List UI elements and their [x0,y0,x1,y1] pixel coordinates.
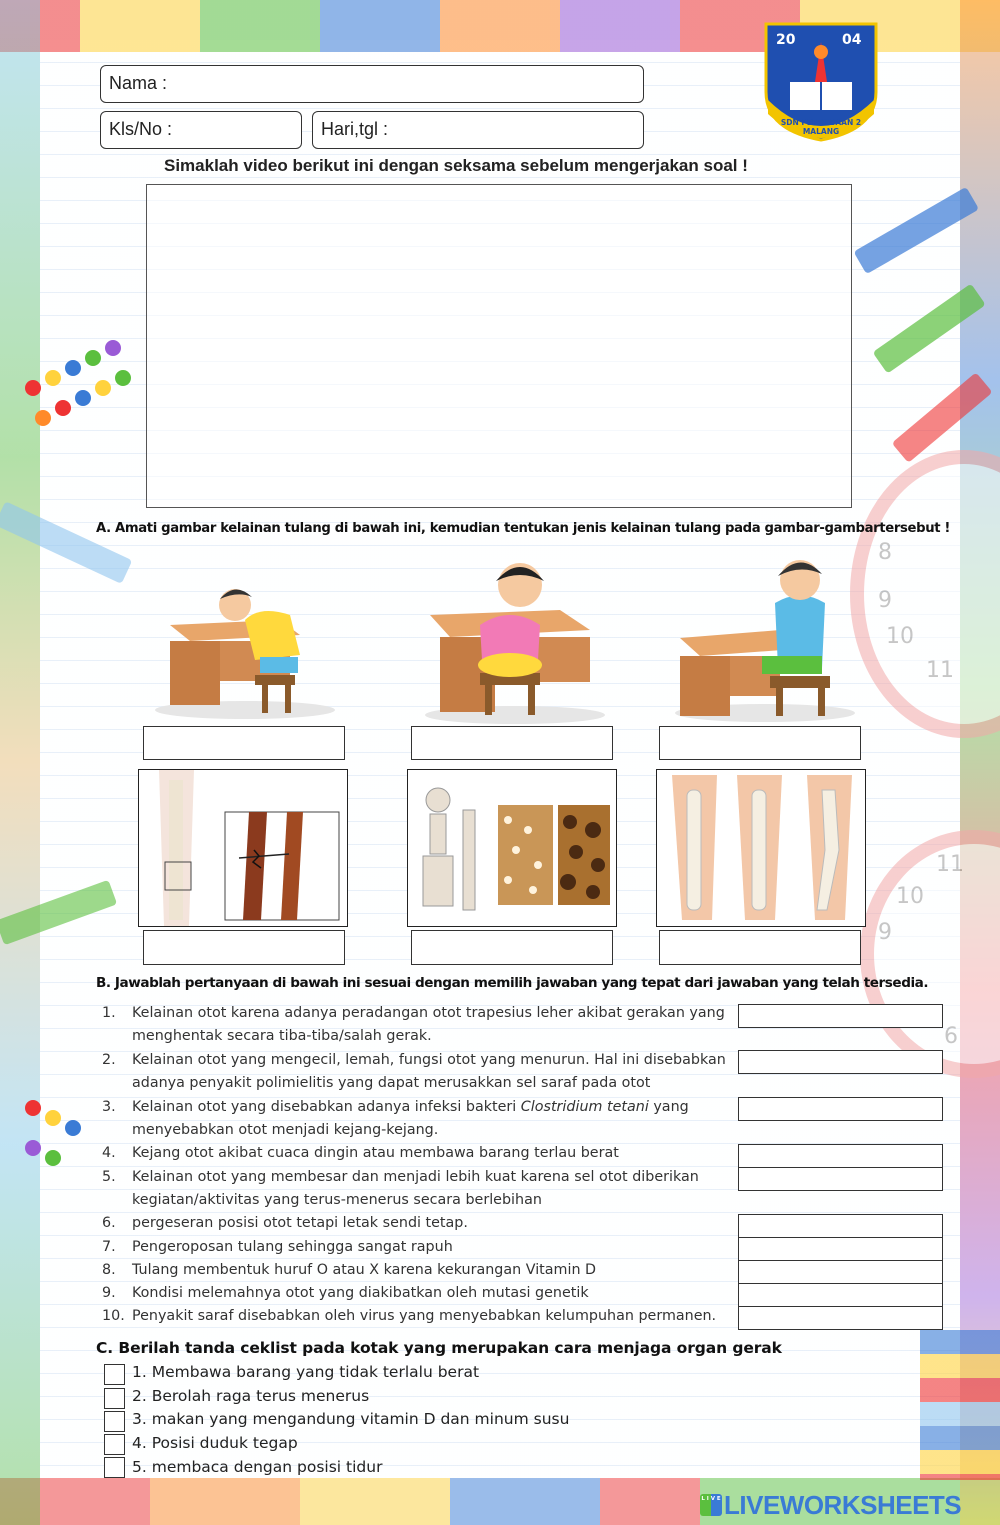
logo-year-left: 20 [776,32,796,48]
checklist-item-5: 5. membaca dengan posisi tidur [132,1458,383,1476]
nama-field[interactable]: Nama : [100,65,644,103]
liveworksheets-brand-icon [700,1494,722,1516]
answer-box-q2[interactable] [738,1050,943,1074]
clock-numeral: 10 [896,884,924,909]
question-number: 10. [102,1308,125,1324]
answer-box-q7[interactable] [738,1237,943,1261]
question-number: 4. [102,1145,116,1161]
clock-numeral: 10 [886,624,914,649]
question-number: 6. [102,1215,116,1231]
checkbox-2[interactable] [104,1388,125,1409]
answer-box-posture-2[interactable] [411,726,613,760]
question-5-cont: kegiatan/aktivitas yang terus-menerus secara berlebihan [132,1192,542,1208]
question-7 [102,1236,453,1259]
answer-box-bone-1[interactable] [143,930,345,965]
question-1 [102,1002,725,1025]
question-number: 5. [102,1169,116,1185]
clock-numeral: 11 [926,658,954,683]
checklist-item-4: 4. Posisi duduk tegap [132,1434,298,1452]
clock-numeral: 9 [878,920,892,945]
logo-school-name: SDN PERCOBAAN 2 MALANG [780,118,862,136]
checklist-item-2: 2. Berolah raga terus menerus [132,1387,370,1405]
question-number: 8. [102,1262,116,1278]
question-number: 3. [102,1099,116,1115]
question-3-cont: menyebabkan otot menjadi kejang-kejang. [132,1122,439,1138]
question-text: Tulang membentuk huruf O atau X karena kekurangan Vitamin D [132,1262,597,1278]
osteoporosis-image [407,769,617,927]
clock-numeral: 8 [878,540,892,565]
answer-box-q9[interactable] [738,1283,943,1307]
question-10 [102,1305,716,1328]
hari-tgl-field[interactable]: Hari,tgl : [312,111,644,149]
checkbox-4[interactable] [104,1434,125,1455]
question-text: Kelainan otot karena adanya peradangan otot trapesius leher akibat gerakan yang [132,1005,725,1021]
brand-icon-letters: L I V E [701,1496,721,1502]
right-frame-decoration [960,0,1000,1525]
answer-box-q8[interactable] [738,1260,943,1284]
answer-box-posture-3[interactable] [659,726,861,760]
question-2 [102,1049,726,1072]
question-text: Pengeroposan tulang sehingga sangat rapuh [132,1239,453,1255]
question-text: Kelainan otot yang membesar dan menjadi lebih kuat karena sel otot diberikan [132,1169,699,1185]
posture-illustration-scoliosis [670,548,860,723]
answer-box-posture-1[interactable] [143,726,345,760]
kls-no-field[interactable]: Kls/No : [100,111,302,149]
bacteria-name: Clostridium tetani [520,1099,649,1115]
question-text: pergeseran posisi otot tetapi letak sendi tetap. [132,1215,468,1231]
question-text: Kelainan otot yang mengecil, lemah, fungsi otot yang menurun. Hal ini disebabkan [132,1052,726,1068]
clock-numeral: 11 [936,852,964,877]
checklist-item-3: 3. makan yang mengandung vitamin D dan minum susu [132,1410,570,1428]
clock-numeral: 9 [878,588,892,613]
clock-numeral: 6 [944,1024,958,1049]
section-c-title: C. Berilah tanda ceklist pada kotak yang merupakan cara menjaga organ gerak [96,1339,782,1357]
question-text: Kondisi melemahnya otot yang diakibatkan oleh mutasi genetik [132,1285,589,1301]
question-2-cont: adanya penyakit polimielitis yang dapat merusakkan sel saraf pada otot [132,1075,651,1091]
books-decoration [920,1330,1000,1480]
answer-box-q4[interactable] [738,1144,943,1168]
question-6 [102,1212,468,1235]
left-frame-decoration [0,0,40,1525]
section-b-title: B. Jawablah pertanyaan di bawah ini sesuai dengan memilih jawaban yang tepat dari jawaban yang telah tersedia. [96,975,929,991]
answer-box-q10[interactable] [738,1306,943,1330]
question-number: 2. [102,1052,116,1068]
checkbox-1[interactable] [104,1364,125,1385]
question-number: 9. [102,1285,116,1301]
question-text: Penyakit saraf disebabkan oleh virus yang menyebabkan kelumpuhan permanen. [132,1308,717,1324]
question-number: 7. [102,1239,116,1255]
question-4 [102,1142,619,1165]
abacus-decoration [15,1080,95,1200]
question-3 [102,1096,689,1119]
answer-box-q6[interactable] [738,1214,943,1238]
answer-box-bone-3[interactable] [659,930,861,965]
question-5 [102,1166,699,1189]
posture-illustration-lordosis [420,555,610,725]
question-number: 1. [102,1005,116,1021]
leg-deformity-image [656,769,866,927]
question-9 [102,1282,589,1305]
answer-box-bone-2[interactable] [411,930,613,965]
section-a-title: A. Amati gambar kelainan tulang di bawah ini, kemudian tentukan jenis kelainan tulang pada gambar-gambartersebut ! [96,521,951,536]
answer-box-q1[interactable] [738,1004,943,1028]
question-text: Kejang otot akibat cuaca dingin atau membawa barang terlau berat [132,1145,619,1161]
question-text: Kelainan otot yang disebabkan adanya infeksi bakteri Clostridium tetani yang [132,1099,689,1115]
posture-illustration-kyphosis [150,565,340,720]
checklist-item-1: 1. Membawa barang yang tidak terlalu berat [132,1363,480,1381]
checkbox-3[interactable] [104,1411,125,1432]
answer-box-q3[interactable] [738,1097,943,1121]
fracture-image [138,769,348,927]
logo-year-right: 04 [842,32,862,48]
question-8 [102,1259,596,1282]
video-frame[interactable] [146,184,852,508]
question-1-cont: menghentak secara tiba-tiba/salah gerak. [132,1028,432,1044]
video-instruction: Simaklah video berikut ini dengan seksama sebelum mengerjakan soal ! [164,156,748,175]
liveworksheets-brand: LIVEWORKSHEETS [724,1490,962,1520]
checkbox-5[interactable] [104,1457,125,1478]
answer-box-q5[interactable] [738,1167,943,1191]
